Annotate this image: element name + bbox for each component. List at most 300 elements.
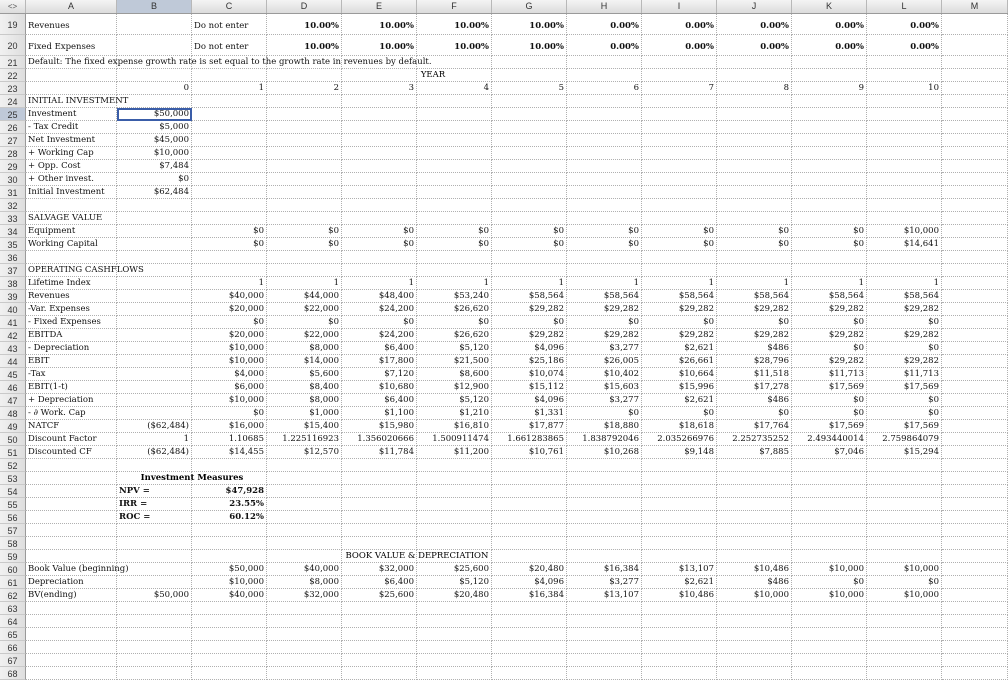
cell-D33[interactable] (267, 212, 342, 225)
cell-G62[interactable]: $16,384 (492, 589, 567, 602)
cell-K35[interactable]: $0 (792, 238, 867, 251)
row-header-49[interactable]: 49 (0, 420, 26, 433)
cell-I38[interactable]: 1 (642, 277, 717, 290)
cell-H27[interactable] (567, 134, 642, 147)
cell-A66[interactable] (26, 641, 117, 654)
cell-E64[interactable] (342, 615, 417, 628)
cell-J31[interactable] (717, 186, 792, 199)
column-header-C[interactable]: C (192, 0, 267, 13)
cell-E27[interactable] (342, 134, 417, 147)
cell-D32[interactable] (267, 199, 342, 212)
cell-J67[interactable] (717, 654, 792, 667)
cell-F33[interactable] (417, 212, 492, 225)
row-header-36[interactable]: 36 (0, 251, 26, 264)
cell-F50[interactable]: 1.500911474 (417, 433, 492, 446)
cell-D41[interactable]: $0 (267, 316, 342, 329)
cell-D46[interactable]: $8,400 (267, 381, 342, 394)
cell-J26[interactable] (717, 121, 792, 134)
cell-C19[interactable]: Do not enter (192, 14, 267, 35)
cell-L40[interactable]: $29,282 (867, 303, 942, 316)
cell-C66[interactable] (192, 641, 267, 654)
cell-C50[interactable]: 1.10685 (192, 433, 267, 446)
cell-F19[interactable]: 10.00% (417, 14, 492, 35)
cell-I68[interactable] (642, 667, 717, 680)
cell-L45[interactable]: $11,713 (867, 368, 942, 381)
cell-I58[interactable] (642, 537, 717, 550)
cell-F37[interactable] (417, 264, 492, 277)
cell-K43[interactable]: $0 (792, 342, 867, 355)
cell-H37[interactable] (567, 264, 642, 277)
cell-H57[interactable] (567, 524, 642, 537)
cell-L36[interactable] (867, 251, 942, 264)
cell-L49[interactable]: $17,569 (867, 420, 942, 433)
cell-H29[interactable] (567, 160, 642, 173)
cell-H65[interactable] (567, 628, 642, 641)
cell-C20[interactable]: Do not enter (192, 35, 267, 56)
cell-C35[interactable]: $0 (192, 238, 267, 251)
cell-B64[interactable] (117, 615, 192, 628)
cell-K28[interactable] (792, 147, 867, 160)
cell-K64[interactable] (792, 615, 867, 628)
cell-F36[interactable] (417, 251, 492, 264)
cell-C37[interactable] (192, 264, 267, 277)
cell-H54[interactable] (567, 485, 642, 498)
cell-H59[interactable] (567, 550, 642, 563)
column-header-B[interactable]: B (117, 0, 192, 13)
cell-E25[interactable] (342, 108, 417, 121)
row-header-48[interactable]: 48 (0, 407, 26, 420)
cell-M63[interactable] (942, 602, 1008, 615)
cell-B31[interactable]: $62,484 (117, 186, 192, 199)
cell-D54[interactable] (267, 485, 342, 498)
cell-K27[interactable] (792, 134, 867, 147)
cell-B49[interactable]: ($62,484) (117, 420, 192, 433)
cell-F31[interactable] (417, 186, 492, 199)
cell-B58[interactable] (117, 537, 192, 550)
cell-A27[interactable]: Net Investment (26, 134, 117, 147)
cell-G52[interactable] (492, 459, 567, 472)
cell-J21[interactable] (717, 56, 792, 69)
cell-D30[interactable] (267, 173, 342, 186)
cell-A22[interactable] (26, 69, 117, 82)
cell-D45[interactable]: $5,600 (267, 368, 342, 381)
cell-D47[interactable]: $8,000 (267, 394, 342, 407)
cell-E45[interactable]: $7,120 (342, 368, 417, 381)
cell-F66[interactable] (417, 641, 492, 654)
cell-L52[interactable] (867, 459, 942, 472)
cell-M19[interactable] (942, 14, 1008, 35)
cell-G49[interactable]: $17,877 (492, 420, 567, 433)
row-header-46[interactable]: 46 (0, 381, 26, 394)
cell-K24[interactable] (792, 95, 867, 108)
cell-I49[interactable]: $18,618 (642, 420, 717, 433)
cell-L39[interactable]: $58,564 (867, 290, 942, 303)
cell-B23[interactable]: 0 (117, 82, 192, 95)
column-header-A[interactable]: A (26, 0, 117, 13)
cell-J37[interactable] (717, 264, 792, 277)
cell-F27[interactable] (417, 134, 492, 147)
row-header-64[interactable]: 64 (0, 615, 26, 628)
cell-H44[interactable]: $26,005 (567, 355, 642, 368)
cell-G45[interactable]: $10,074 (492, 368, 567, 381)
cell-L55[interactable] (867, 498, 942, 511)
row-header-39[interactable]: 39 (0, 290, 26, 303)
cell-B21[interactable] (117, 56, 192, 69)
row-header-55[interactable]: 55 (0, 498, 26, 511)
cell-B25[interactable]: $50,000 (117, 108, 192, 121)
cell-C25[interactable] (192, 108, 267, 121)
cell-I37[interactable] (642, 264, 717, 277)
row-header-57[interactable]: 57 (0, 524, 26, 537)
cell-J62[interactable]: $10,000 (717, 589, 792, 602)
cell-G66[interactable] (492, 641, 567, 654)
row-header-47[interactable]: 47 (0, 394, 26, 407)
column-header-G[interactable]: G (492, 0, 567, 13)
cell-D36[interactable] (267, 251, 342, 264)
cell-I23[interactable]: 7 (642, 82, 717, 95)
cell-B35[interactable] (117, 238, 192, 251)
cell-F57[interactable] (417, 524, 492, 537)
cell-L68[interactable] (867, 667, 942, 680)
cell-K30[interactable] (792, 173, 867, 186)
cell-H66[interactable] (567, 641, 642, 654)
cell-A58[interactable] (26, 537, 117, 550)
cell-L46[interactable]: $17,569 (867, 381, 942, 394)
cell-B62[interactable]: $50,000 (117, 589, 192, 602)
cell-B41[interactable] (117, 316, 192, 329)
cell-A65[interactable] (26, 628, 117, 641)
cell-L56[interactable] (867, 511, 942, 524)
cell-A20[interactable]: Fixed Expenses (26, 35, 117, 56)
cell-I44[interactable]: $26,661 (642, 355, 717, 368)
cell-B51[interactable]: ($62,484) (117, 446, 192, 459)
cell-L51[interactable]: $15,294 (867, 446, 942, 459)
cell-M36[interactable] (942, 251, 1008, 264)
cell-A53[interactable] (26, 472, 117, 485)
cell-B27[interactable]: $45,000 (117, 134, 192, 147)
column-header-I[interactable]: I (642, 0, 717, 13)
cell-B26[interactable]: $5,000 (117, 121, 192, 134)
cell-I21[interactable] (642, 56, 717, 69)
cell-E43[interactable]: $6,400 (342, 342, 417, 355)
cell-M20[interactable] (942, 35, 1008, 56)
cell-E52[interactable] (342, 459, 417, 472)
cell-B66[interactable] (117, 641, 192, 654)
row-header-61[interactable]: 61 (0, 576, 26, 589)
cell-G59[interactable] (492, 550, 567, 563)
cell-F42[interactable]: $26,620 (417, 329, 492, 342)
cell-I25[interactable] (642, 108, 717, 121)
cell-L31[interactable] (867, 186, 942, 199)
cell-G58[interactable] (492, 537, 567, 550)
cell-H56[interactable] (567, 511, 642, 524)
cell-I33[interactable] (642, 212, 717, 225)
cell-C27[interactable] (192, 134, 267, 147)
cell-K20[interactable]: 0.00% (792, 35, 867, 56)
cell-H50[interactable]: 1.838792046 (567, 433, 642, 446)
cell-I47[interactable]: $2,621 (642, 394, 717, 407)
cell-C24[interactable] (192, 95, 267, 108)
cell-K41[interactable]: $0 (792, 316, 867, 329)
cell-E39[interactable]: $48,400 (342, 290, 417, 303)
cell-H31[interactable] (567, 186, 642, 199)
cell-B44[interactable] (117, 355, 192, 368)
cell-G24[interactable] (492, 95, 567, 108)
cell-D29[interactable] (267, 160, 342, 173)
cell-H48[interactable]: $0 (567, 407, 642, 420)
cell-H52[interactable] (567, 459, 642, 472)
row-header-38[interactable]: 38 (0, 277, 26, 290)
cell-J57[interactable] (717, 524, 792, 537)
cell-I42[interactable]: $29,282 (642, 329, 717, 342)
cell-G53[interactable] (492, 472, 567, 485)
cell-D19[interactable]: 10.00% (267, 14, 342, 35)
cell-B46[interactable] (117, 381, 192, 394)
cell-J61[interactable]: $486 (717, 576, 792, 589)
cell-F38[interactable]: 1 (417, 277, 492, 290)
column-header-H[interactable]: H (567, 0, 642, 13)
cell-A50[interactable]: Discount Factor (26, 433, 117, 446)
cell-J27[interactable] (717, 134, 792, 147)
cell-E35[interactable]: $0 (342, 238, 417, 251)
row-header-41[interactable]: 41 (0, 316, 26, 329)
cell-C39[interactable]: $40,000 (192, 290, 267, 303)
cell-D61[interactable]: $8,000 (267, 576, 342, 589)
cell-K53[interactable] (792, 472, 867, 485)
row-header-30[interactable]: 30 (0, 173, 26, 186)
cell-M45[interactable] (942, 368, 1008, 381)
cell-D40[interactable]: $22,000 (267, 303, 342, 316)
cell-J45[interactable]: $11,518 (717, 368, 792, 381)
cell-M30[interactable] (942, 173, 1008, 186)
cell-J68[interactable] (717, 667, 792, 680)
cell-G30[interactable] (492, 173, 567, 186)
cell-B59[interactable] (117, 550, 192, 563)
cell-F53[interactable] (417, 472, 492, 485)
cell-E51[interactable]: $11,784 (342, 446, 417, 459)
column-header-J[interactable]: J (717, 0, 792, 13)
cell-L38[interactable]: 1 (867, 277, 942, 290)
row-header-22[interactable]: 22 (0, 69, 26, 82)
cell-J46[interactable]: $17,278 (717, 381, 792, 394)
cell-C56[interactable]: 60.12% (192, 511, 267, 524)
cell-C65[interactable] (192, 628, 267, 641)
cell-L22[interactable] (867, 69, 942, 82)
cell-I56[interactable] (642, 511, 717, 524)
cell-F47[interactable]: $5,120 (417, 394, 492, 407)
cell-A60[interactable]: Book Value (beginning) (28, 564, 129, 574)
cell-I24[interactable] (642, 95, 717, 108)
row-header-56[interactable]: 56 (0, 511, 26, 524)
cell-C67[interactable] (192, 654, 267, 667)
cell-E32[interactable] (342, 199, 417, 212)
cell-J65[interactable] (717, 628, 792, 641)
cell-I53[interactable] (642, 472, 717, 485)
cell-I50[interactable]: 2.035266976 (642, 433, 717, 446)
cell-C44[interactable]: $10,000 (192, 355, 267, 368)
row-header-26[interactable]: 26 (0, 121, 26, 134)
cell-L67[interactable] (867, 654, 942, 667)
row-header-28[interactable]: 28 (0, 147, 26, 160)
cell-A28[interactable]: + Working Cap (26, 147, 117, 160)
cell-J63[interactable] (717, 602, 792, 615)
cell-D26[interactable] (267, 121, 342, 134)
cell-J59[interactable] (717, 550, 792, 563)
cell-M65[interactable] (942, 628, 1008, 641)
cell-M42[interactable] (942, 329, 1008, 342)
cell-K26[interactable] (792, 121, 867, 134)
cell-B40[interactable] (117, 303, 192, 316)
cell-M31[interactable] (942, 186, 1008, 199)
row-header-68[interactable]: 68 (0, 667, 26, 680)
cell-M54[interactable] (942, 485, 1008, 498)
cell-M37[interactable] (942, 264, 1008, 277)
cell-C49[interactable]: $16,000 (192, 420, 267, 433)
cell-D34[interactable]: $0 (267, 225, 342, 238)
cell-F20[interactable]: 10.00% (417, 35, 492, 56)
cell-D23[interactable]: 2 (267, 82, 342, 95)
cell-E30[interactable] (342, 173, 417, 186)
cell-F40[interactable]: $26,620 (417, 303, 492, 316)
cell-D42[interactable]: $22,000 (267, 329, 342, 342)
cell-G48[interactable]: $1,331 (492, 407, 567, 420)
cell-K21[interactable] (792, 56, 867, 69)
cell-G32[interactable] (492, 199, 567, 212)
cell-C38[interactable]: 1 (192, 277, 267, 290)
row-header-67[interactable]: 67 (0, 654, 26, 667)
cell-I46[interactable]: $15,996 (642, 381, 717, 394)
cell-B57[interactable] (117, 524, 192, 537)
cell-K51[interactable]: $7,046 (792, 446, 867, 459)
cell-I64[interactable] (642, 615, 717, 628)
cell-I57[interactable] (642, 524, 717, 537)
cell-J47[interactable]: $486 (717, 394, 792, 407)
cell-H30[interactable] (567, 173, 642, 186)
cell-L35[interactable]: $14,641 (867, 238, 942, 251)
cell-F41[interactable]: $0 (417, 316, 492, 329)
cell-L23[interactable]: 10 (867, 82, 942, 95)
cell-A52[interactable] (26, 459, 117, 472)
cell-K32[interactable] (792, 199, 867, 212)
cell-B56[interactable]: ROC = (117, 511, 192, 524)
cell-L63[interactable] (867, 602, 942, 615)
cell-K50[interactable]: 2.493440014 (792, 433, 867, 446)
cell-F54[interactable] (417, 485, 492, 498)
cell-F58[interactable] (417, 537, 492, 550)
cell-J66[interactable] (717, 641, 792, 654)
cell-M38[interactable] (942, 277, 1008, 290)
cell-K36[interactable] (792, 251, 867, 264)
cell-C46[interactable]: $6,000 (192, 381, 267, 394)
cell-A25[interactable]: Investment (26, 108, 117, 121)
cell-M53[interactable] (942, 472, 1008, 485)
cell-A19[interactable]: Revenues (26, 14, 117, 35)
column-header-L[interactable]: L (867, 0, 942, 13)
cell-L21[interactable] (867, 56, 942, 69)
cell-K60[interactable]: $10,000 (792, 563, 867, 576)
cell-J30[interactable] (717, 173, 792, 186)
cell-F29[interactable] (417, 160, 492, 173)
cell-I41[interactable]: $0 (642, 316, 717, 329)
cell-I52[interactable] (642, 459, 717, 472)
cell-F30[interactable] (417, 173, 492, 186)
cell-J38[interactable]: 1 (717, 277, 792, 290)
cell-G29[interactable] (492, 160, 567, 173)
cell-E47[interactable]: $6,400 (342, 394, 417, 407)
cell-C63[interactable] (192, 602, 267, 615)
cell-D56[interactable] (267, 511, 342, 524)
row-header-35[interactable]: 35 (0, 238, 26, 251)
cell-D63[interactable] (267, 602, 342, 615)
cell-A40[interactable]: -Var. Expenses (26, 303, 117, 316)
cell-F63[interactable] (417, 602, 492, 615)
cell-H58[interactable] (567, 537, 642, 550)
cell-F44[interactable]: $21,500 (417, 355, 492, 368)
cell-J60[interactable]: $10,486 (717, 563, 792, 576)
cell-A35[interactable]: Working Capital (26, 238, 117, 251)
cell-I61[interactable]: $2,621 (642, 576, 717, 589)
cell-D49[interactable]: $15,400 (267, 420, 342, 433)
cell-A46[interactable]: EBIT(1-t) (26, 381, 117, 394)
cell-D67[interactable] (267, 654, 342, 667)
cell-B34[interactable] (117, 225, 192, 238)
cell-J34[interactable]: $0 (717, 225, 792, 238)
cell-K59[interactable] (792, 550, 867, 563)
cell-K63[interactable] (792, 602, 867, 615)
cell-D27[interactable] (267, 134, 342, 147)
cell-L58[interactable] (867, 537, 942, 550)
cell-E34[interactable]: $0 (342, 225, 417, 238)
row-header-66[interactable]: 66 (0, 641, 26, 654)
cell-M41[interactable] (942, 316, 1008, 329)
cell-A54[interactable] (26, 485, 117, 498)
cell-F46[interactable]: $12,900 (417, 381, 492, 394)
cell-C36[interactable] (192, 251, 267, 264)
cell-F21[interactable] (417, 56, 492, 69)
cell-C55[interactable]: 23.55% (192, 498, 267, 511)
cell-L53[interactable] (867, 472, 942, 485)
cell-F67[interactable] (417, 654, 492, 667)
cell-M50[interactable] (942, 433, 1008, 446)
row-header-52[interactable]: 52 (0, 459, 26, 472)
cell-B37[interactable] (117, 264, 192, 277)
cell-B50[interactable]: 1 (117, 433, 192, 446)
cell-F24[interactable] (417, 95, 492, 108)
row-header-60[interactable]: 60 (0, 563, 26, 576)
cell-I32[interactable] (642, 199, 717, 212)
cell-C59[interactable] (192, 550, 267, 563)
cell-H19[interactable]: 0.00% (567, 14, 642, 35)
cell-C34[interactable]: $0 (192, 225, 267, 238)
cell-H34[interactable]: $0 (567, 225, 642, 238)
cell-A45[interactable]: -Tax (26, 368, 117, 381)
cell-M34[interactable] (942, 225, 1008, 238)
cell-E44[interactable]: $17,800 (342, 355, 417, 368)
cell-D25[interactable] (267, 108, 342, 121)
cell-L43[interactable]: $0 (867, 342, 942, 355)
cell-M48[interactable] (942, 407, 1008, 420)
cell-A62[interactable]: BV(ending) (26, 589, 117, 602)
cell-K57[interactable] (792, 524, 867, 537)
select-all-corner[interactable]: <> (0, 0, 26, 13)
cell-E57[interactable] (342, 524, 417, 537)
cell-J35[interactable]: $0 (717, 238, 792, 251)
cell-F49[interactable]: $16,810 (417, 420, 492, 433)
cell-D43[interactable]: $8,000 (267, 342, 342, 355)
cell-C57[interactable] (192, 524, 267, 537)
cell-I22[interactable] (642, 69, 717, 82)
cell-I30[interactable] (642, 173, 717, 186)
